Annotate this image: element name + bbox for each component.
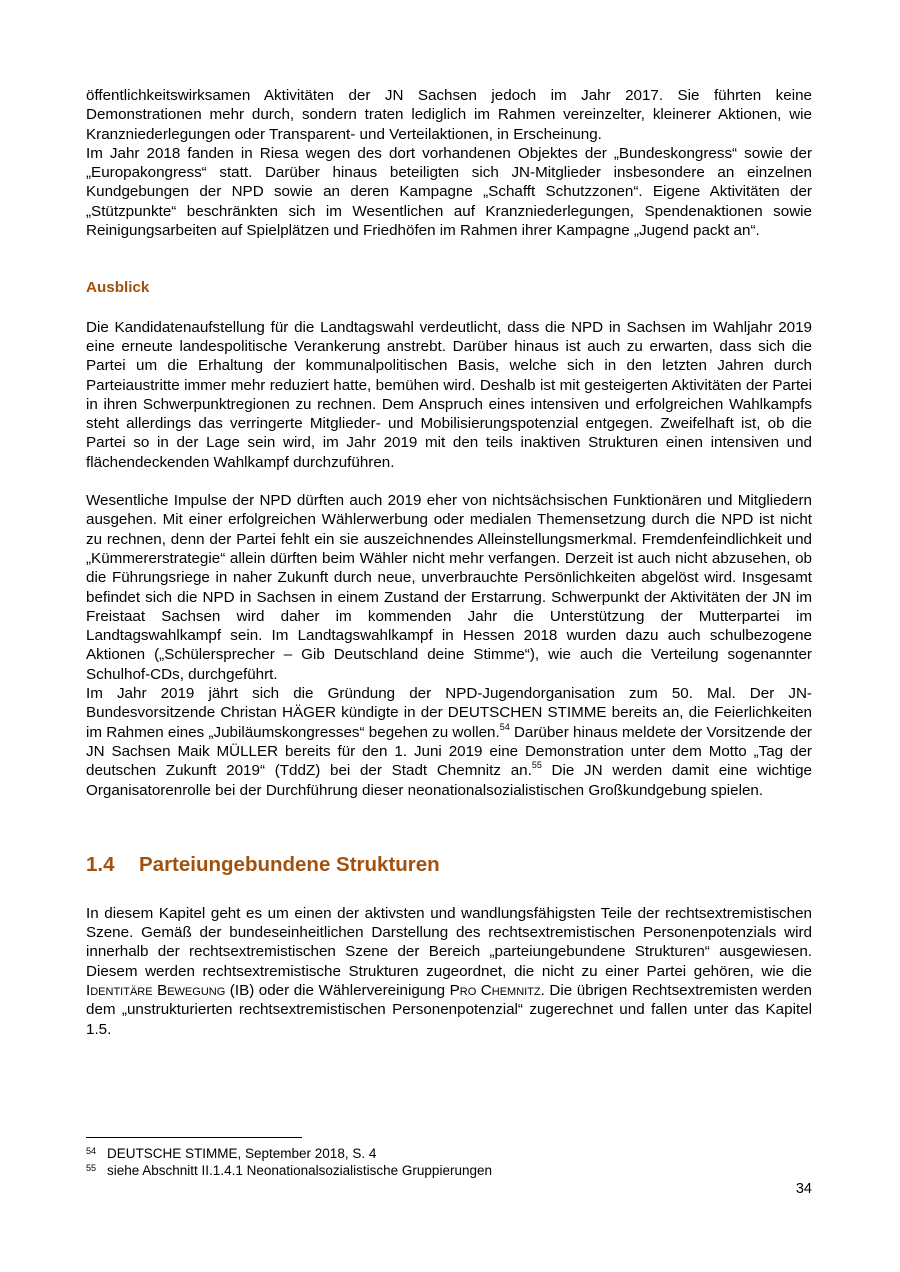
paragraph-text: Im Jahr 2019 jährt sich die Gründung der NPD-Jugendorganisation zum 50. Mal. Der JN-Bundesvorsitzende Christan HÄGER kündigte in der DEUTSCHEN STIMME bereits an, die Feierlichkeiten im Rahmen eines „Jubiläumskongresses“ begehen zu wollen.: [86, 685, 812, 741]
paragraph-text: Darüber hinaus meldete der Vorsitzende der JN Sachsen Maik MÜLLER bereits für den 1. Juni 2019 eine Demonstration unter dem Motto „Tag der deutschen Zukunft 2019“ (TddZ) bei der Stadt Chemnitz an.: [86, 723, 812, 780]
document-body: [86, 86, 812, 1039]
footnote: [86, 1145, 812, 1162]
paragraph-text: (IB) oder die Wählervereinigung: [225, 981, 450, 999]
paragraph-text: In diesem Kapitel geht es um einen der aktivsten und wandlungsfähigsten Teile der rechtsextremistischen Szene. Gemäß der bundeseinheitlichen Darstellung des rechtsextremistischen Personenpotenzials wird innerhalb der rechtsextremistischen Szene der Bereich „parteiungebundene Strukturen“ ausgewiesen. Diesem werden rechtsextremistische Strukturen zugeordnet, die nicht zu einer Partei gehören, wie die: [86, 904, 812, 980]
org-name: Identitäre Bewegung: [86, 981, 226, 999]
paragraph-text: . Die übrigen Rechtsextremisten werden dem „unstrukturierten rechtsextremistischen Personenpotenzial“ zugerechnet und fallen unter das Kapitel 1.5.: [86, 981, 812, 1038]
footnote-number: 54: [86, 1146, 97, 1156]
footnote-number: 55: [86, 1163, 97, 1173]
paragraph: [86, 904, 812, 1039]
footnote-ref[interactable]: 55: [531, 760, 542, 771]
paragraph: Im Jahr 2018 fanden in Riesa wegen des dort vorhandenen Objektes der „Bundeskongress“ sowie der „Europakongress“ statt. Darüber hinaus beteiligten sich JN-Mitglieder insbesondere an einzelnen Kundgebungen der NPD sowie an deren Kampagne „Schafft Schutzzonen“. Eigene Aktivitäten der „Stützpunkte“ beschränkten sich im Wesentlichen auf Kranzniederlegungen, Spendenaktionen sowie Reinigungsarbeiten auf Spielplätzen und Friedhöfen im Rahmen ihrer Kampagne „Jugend packt an“.: [86, 144, 812, 240]
paragraph: Wesentliche Impulse der NPD dürften auch 2019 eher von nichtsächsischen Funktionären und Mitgliedern ausgehen. Mit einer erfolgreichen Wählerwerbung oder medialen Themensetzung durch die NPD ist nicht zu rechnen, denn der Partei fehlt ein sie auszeichnendes Alleinstellungsmerkmal. Fremdenfeindlichkeit und „Kümmererstrategie“ allein dürften beim Wähler nicht mehr verfangen. Derzeit ist auch nicht abzusehen, ob die Führungsriege in naher Zukunft durch neue, unverbrauchte Persönlichkeiten abgelöst wird. Insgesamt befindet sich die NPD in Sachsen in einem Zustand der Erstarrung. Schwerpunkt der Aktivitäten der JN im Freistaat Sachsen wird daher im kommenden Jahr die Unterstützung der Mutterpartei im Landtagswahlkampf sein. Im Landtagswahlkampf in Hessen 2018 wurden dazu auch schulbezogene Aktionen („Schülersprecher – Gib Deutschland deine Stimme“), wie auch die Verteilung sogenannter Schulhof-CDs, durchgeführt.: [86, 492, 812, 683]
footnote-ref[interactable]: 54: [499, 721, 510, 732]
footnote-text: DEUTSCHE STIMME, September 2018, S. 4: [107, 1146, 377, 1161]
paragraph: Die Kandidatenaufstellung für die Landtagswahl verdeutlicht, dass die NPD in Sachsen im Wahljahr 2019 eine erneute landespolitische Verankerung anstrebt. Darüber hinaus ist auch zu erwarten, dass sich die Partei um die Erhaltung der kommunalpolitischen Basis, welche sich in den letzten Jahren durch Parteiaustritte immer mehr reduziert hatte, bemühen wird. Deshalb ist mit gesteigerten Aktivitäten der Partei in ihren Schwerpunktregionen zu rechnen. Dem Anspruch eines intensiven und erfolgreichen Wahlkampfs steht allerdings das verringerte Mitglieder- und Mobilisierungspotenzial entgegen. Zweifelhaft ist, ob die Partei so in der Lage sein wird, im Jahr 2019 mit den teils inaktiven Strukturen einen intensiven und flächendeckenden Wahlkampf durchzuführen.: [86, 318, 812, 471]
org-name: Pro Chemnitz: [449, 981, 541, 999]
chapter-number: 1.4: [86, 852, 115, 876]
chapter-title: Parteiungebundene Strukturen: [139, 852, 440, 876]
chapter-heading: [86, 852, 812, 878]
section-subheading: Ausblick: [86, 279, 150, 297]
page-number: 34: [795, 1181, 812, 1197]
paragraph: [86, 684, 812, 800]
footnote: [86, 1162, 812, 1179]
footnote-text: siehe Abschnitt II.1.4.1 Neonationalsozialistische Gruppierungen: [107, 1163, 492, 1178]
footnotes: [86, 1145, 812, 1179]
paragraph: öffentlichkeitswirksamen Aktivitäten der JN Sachsen jedoch im Jahr 2017. Sie führten keine Demonstrationen mehr durch, sondern traten lediglich im Rahmen vereinzelter, kleinerer Aktionen, wie Kranzniederlegungen oder Transparent- und Verteilaktionen, in Erscheinung.: [86, 87, 812, 143]
paragraph-text: Die JN werden damit eine wichtige Organisatorenrolle bei der Durchführung dieser neonationalsozialistischen Großkundgebung spielen.: [86, 762, 813, 799]
footnote-divider: [86, 1137, 302, 1138]
